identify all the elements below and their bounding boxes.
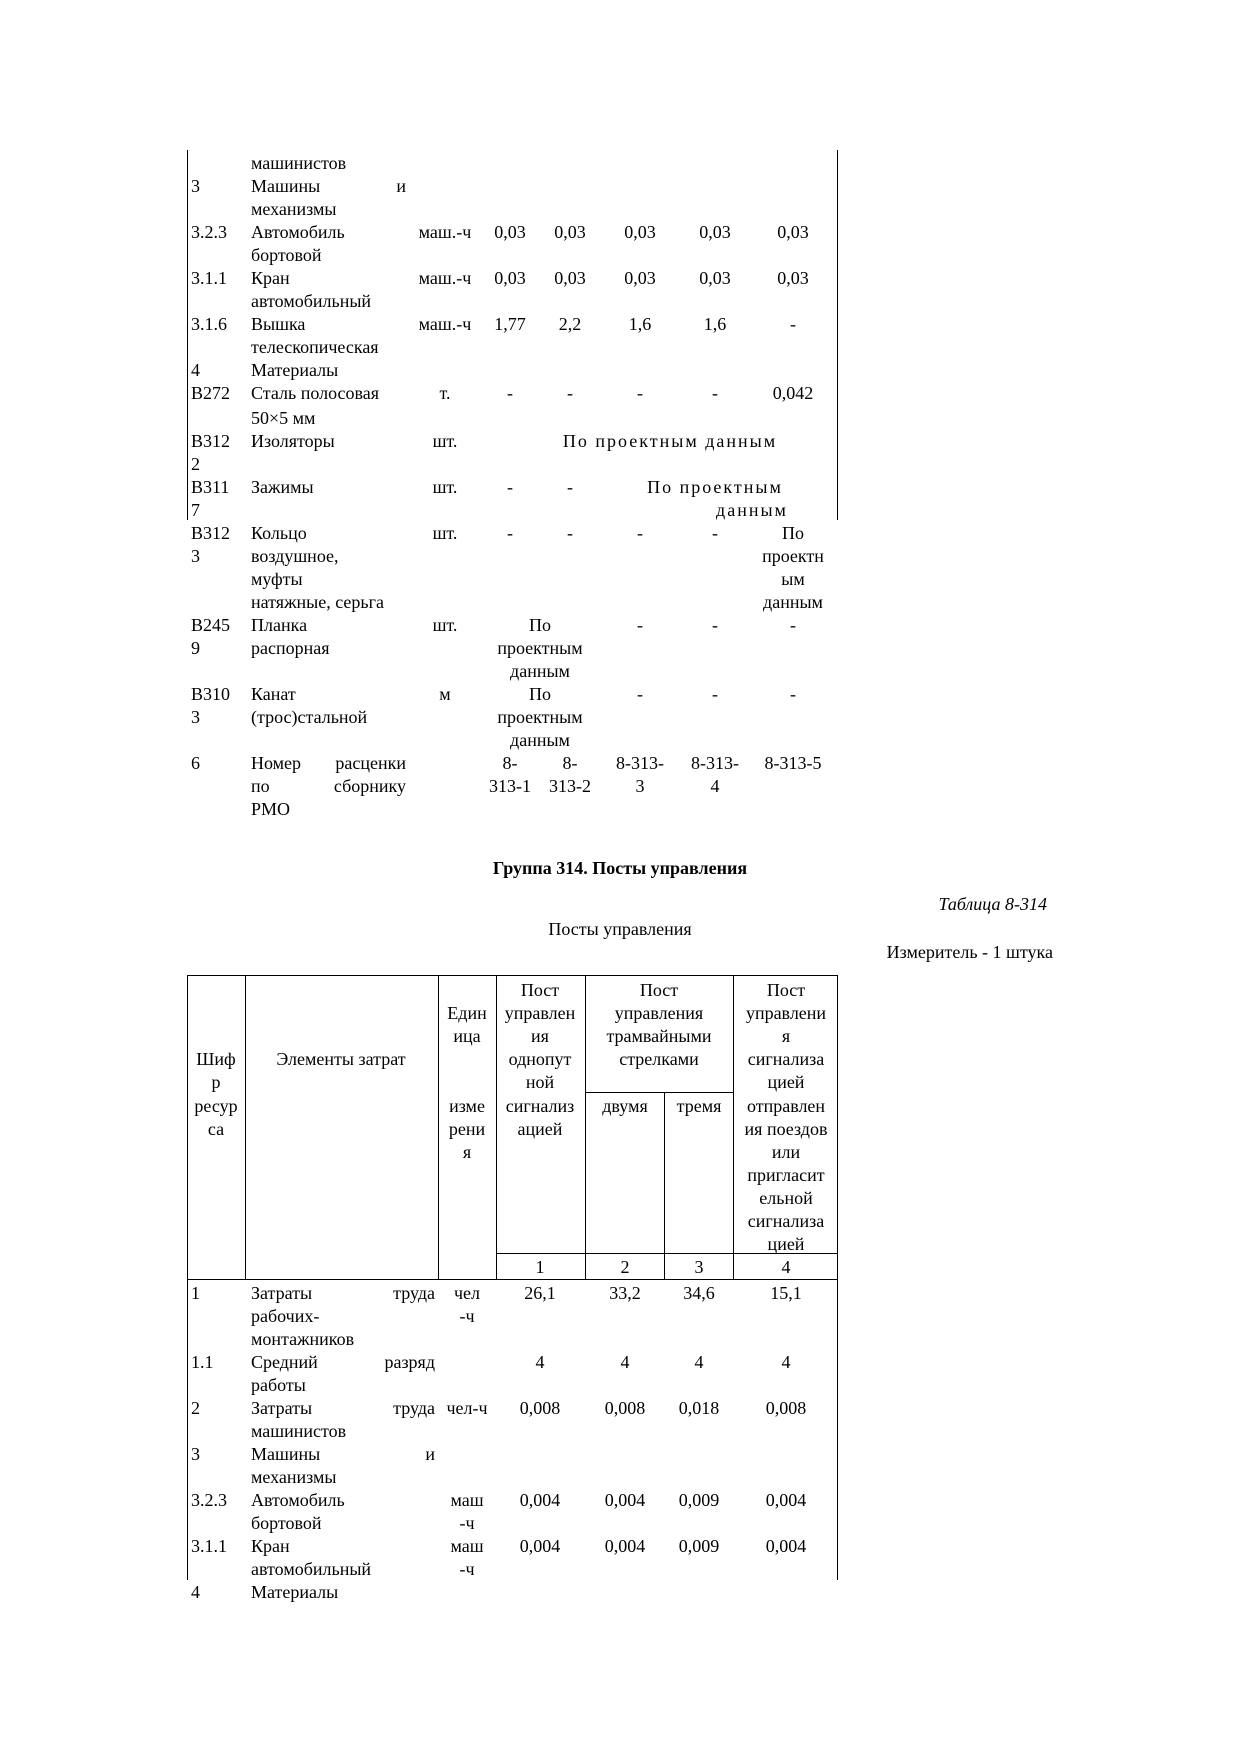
cell-code: 3.2.3 — [191, 1490, 227, 1510]
cell-value: 0,03 — [494, 268, 526, 288]
cell-value: 0,018 — [678, 1398, 720, 1418]
cell-value: 0,008 — [519, 1398, 561, 1418]
cell-name: Изоляторы — [251, 431, 335, 451]
cell-name: механизмы — [251, 1467, 337, 1487]
cell-value: - — [637, 684, 643, 704]
cell-code: 3.1.1 — [191, 1536, 227, 1556]
cell-value: 1,77 — [494, 314, 526, 334]
cell-value: 0,009 — [678, 1490, 720, 1510]
header-col-1: ацией — [517, 1119, 563, 1139]
cell-name: Вышка — [251, 314, 306, 334]
header-col-4: цией — [767, 1234, 805, 1254]
cell-unit: шт. — [432, 477, 458, 497]
table-2-left-border — [187, 975, 188, 1580]
header-col-3: тремя — [676, 1096, 722, 1116]
cell-name: Затраты труда — [251, 1398, 435, 1418]
cell-name: Автомобиль — [251, 222, 345, 242]
cell-value: 3 — [635, 776, 645, 796]
cell-value: 0,004 — [604, 1490, 646, 1510]
cell-value: 4 — [535, 1352, 545, 1372]
cell-value: ым — [781, 569, 805, 589]
cell-merged: По проектным данным — [562, 431, 778, 451]
table-2-subheader-line — [585, 1092, 734, 1093]
cell-value: 0,03 — [554, 222, 586, 242]
cell-code: 3 — [191, 707, 200, 727]
cell-value: 4 — [694, 1352, 704, 1372]
cell-code: В311 — [191, 477, 230, 497]
cell-value: 0,009 — [678, 1536, 720, 1556]
table-2-right-border — [837, 975, 838, 1580]
cell-name: натяжные, серьга — [251, 592, 384, 612]
cell-unit: чел — [453, 1283, 481, 1303]
header-col-group: Пост — [639, 980, 679, 1000]
table-2-header-bottom — [187, 1279, 838, 1280]
cell-code: 3.1.1 — [191, 268, 227, 288]
cell-value: 0,03 — [777, 268, 809, 288]
cell-value: - — [790, 314, 796, 334]
cell-value: По — [529, 615, 551, 635]
cell-name: по сборнику — [251, 776, 406, 796]
cell-merged: данным — [716, 500, 788, 520]
header-col-4: цией — [767, 1072, 805, 1092]
table-1-left-border — [187, 150, 188, 520]
cell-name: Номер расценки — [251, 753, 406, 773]
cell-value: 15,1 — [770, 1283, 802, 1303]
cell-value: 1,6 — [703, 314, 727, 334]
cell-name: автомобильный — [251, 1559, 372, 1579]
header-num: 1 — [535, 1257, 545, 1277]
header-col-group: стрелками — [619, 1049, 699, 1069]
table-2-col-divider — [664, 1092, 665, 1280]
cell-name: (трос)стальной — [251, 707, 368, 727]
cell-merged: По проектным — [647, 477, 783, 497]
table-title: Посты управления — [548, 919, 692, 939]
header-code: Шиф — [196, 1049, 236, 1069]
cell-value: данным — [510, 730, 570, 750]
cell-value: 8-313- — [691, 753, 739, 773]
cell-code: В272 — [191, 383, 231, 403]
header-col-4: сигнализа — [747, 1211, 825, 1231]
cell-name: Зажимы — [251, 477, 314, 497]
header-col-group: трамвайными — [606, 1026, 712, 1046]
header-num: 4 — [781, 1257, 791, 1277]
table-2-col-divider — [585, 975, 586, 1280]
header-num: 3 — [694, 1257, 704, 1277]
header-col-1: управлен — [504, 1003, 576, 1023]
cell-code: 3 — [191, 1444, 200, 1464]
header-col-4: отправлен — [746, 1096, 826, 1116]
cell-code: 3 — [191, 176, 200, 196]
cell-name: Материалы — [251, 1582, 339, 1602]
cell-name: 50×5 мм — [251, 408, 316, 428]
cell-value: 0,004 — [604, 1536, 646, 1556]
header-col-4: сигнализа — [747, 1049, 825, 1069]
unit-meter: Измеритель - 1 штука — [886, 942, 1053, 962]
cell-value: - — [507, 523, 513, 543]
cell-value: 0,042 — [772, 383, 814, 403]
cell-value: По — [782, 523, 804, 543]
cell-value: 8- — [562, 753, 578, 773]
cell-unit: маш.-ч — [418, 222, 472, 242]
table-2-top-border — [187, 975, 838, 976]
cell-code: В312 — [191, 431, 231, 451]
cell-unit: маш — [450, 1490, 484, 1510]
header-col-4: ельной — [759, 1188, 813, 1208]
cell-value: проектным — [497, 707, 583, 727]
header-col-4: ия поездов — [744, 1119, 828, 1139]
cell-value: 2,2 — [558, 314, 582, 334]
cell-code: 3 — [191, 546, 200, 566]
cell-code: 4 — [191, 360, 200, 380]
cell-value: 313-1 — [489, 776, 531, 796]
cell-name: рабочих- — [251, 1306, 320, 1326]
cell-code: В312 — [191, 523, 231, 543]
table-ref: Таблица 8-314 — [938, 894, 1047, 914]
cell-value: 8-313-5 — [764, 753, 822, 773]
cell-code: 1 — [191, 1283, 200, 1303]
cell-value: 0,004 — [765, 1490, 807, 1510]
cell-code: В310 — [191, 684, 231, 704]
cell-value: данным — [763, 592, 823, 612]
table-2-col-divider — [496, 975, 497, 1280]
cell-name: механизмы — [251, 199, 337, 219]
cell-unit: -ч — [459, 1559, 475, 1579]
cell-code: 6 — [191, 753, 200, 773]
header-col-4: пригласит — [747, 1165, 825, 1185]
cell-code: 9 — [191, 638, 200, 658]
header-col-4: я — [781, 1026, 791, 1046]
cell-value: проектн — [762, 546, 824, 566]
cell-value: 4 — [620, 1352, 630, 1372]
cell-name: воздушное, — [251, 546, 339, 566]
cell-unit: -ч — [459, 1306, 475, 1326]
cell-value: 0,004 — [519, 1490, 561, 1510]
cell-value: 4 — [710, 776, 720, 796]
cell-code: В245 — [191, 615, 231, 635]
header-col-4: или — [771, 1142, 801, 1162]
header-col-2: двумя — [602, 1096, 648, 1116]
cell-value: - — [790, 615, 796, 635]
cell-name: работы — [251, 1375, 306, 1395]
cell-name: Планка — [251, 615, 308, 635]
cell-unit: шт. — [432, 523, 458, 543]
header-code: ресур — [194, 1096, 238, 1116]
cell-value: - — [507, 477, 513, 497]
header-code: р — [211, 1072, 221, 1092]
cell-name: машинистов — [251, 1421, 347, 1441]
cell-name: муфты — [251, 569, 303, 589]
cell-value: 4 — [781, 1352, 791, 1372]
header-unit: я — [462, 1142, 472, 1162]
cell-value: 8- — [502, 753, 518, 773]
header-col-group: управления — [614, 1003, 704, 1023]
cell-name: Автомобиль — [251, 1490, 345, 1510]
cell-name: Материалы — [251, 360, 339, 380]
cell-value: 8-313- — [616, 753, 664, 773]
header-col-4: Пост — [766, 980, 806, 1000]
header-col-1: ной — [525, 1072, 555, 1092]
cell-value: - — [790, 684, 796, 704]
cell-value: 34,6 — [683, 1283, 715, 1303]
cell-value: - — [637, 523, 643, 543]
cell-name: Сталь полосовая — [251, 383, 380, 403]
cell-code: 3.2.3 — [191, 222, 227, 242]
group-title: Группа 314. Посты управления — [492, 858, 748, 878]
cell-value: - — [712, 383, 718, 403]
cell-code: 4 — [191, 1582, 200, 1602]
header-col-1: ия — [531, 1026, 549, 1046]
cell-value: - — [507, 383, 513, 403]
cell-unit: т. — [439, 383, 451, 403]
cell-value: - — [637, 615, 643, 635]
cell-name: Кран — [251, 1536, 290, 1556]
cell-name: автомобильный — [251, 291, 372, 311]
cell-value: проектным — [497, 638, 583, 658]
cell-unit: маш — [450, 1536, 484, 1556]
cell-value: 1,6 — [628, 314, 652, 334]
cell-value: - — [712, 684, 718, 704]
cell-name: бортовой — [251, 1513, 322, 1533]
cell-name: телескопическая — [251, 337, 379, 357]
cell-unit: шт. — [432, 431, 458, 451]
cell-value: По — [529, 684, 551, 704]
cell-value: 0,008 — [604, 1398, 646, 1418]
header-unit: ица — [453, 1026, 481, 1046]
header-num: 2 — [620, 1257, 630, 1277]
cell-value: - — [637, 383, 643, 403]
cell-code: 3.1.6 — [191, 314, 227, 334]
cell-value: 0,03 — [624, 268, 656, 288]
cell-code: 2 — [191, 454, 200, 474]
cell-name: Кран — [251, 268, 290, 288]
cell-value: 0,03 — [699, 222, 731, 242]
cell-code: 7 — [191, 500, 200, 520]
cell-name: бортовой — [251, 245, 322, 265]
cell-unit: -ч — [459, 1513, 475, 1533]
header-code: са — [207, 1119, 225, 1139]
cell-name: Кольцо — [251, 523, 307, 543]
cell-unit: маш.-ч — [418, 268, 472, 288]
cell-value: 0,03 — [624, 222, 656, 242]
cell-value: - — [712, 523, 718, 543]
cell-code: 1.1 — [191, 1352, 214, 1372]
table-2-col-divider — [733, 975, 734, 1280]
header-unit: Един — [447, 1003, 487, 1023]
cell-value: 0,004 — [765, 1536, 807, 1556]
cell-name: Канат — [251, 684, 296, 704]
cell-code: 2 — [191, 1398, 200, 1418]
cell-name: РМО — [251, 799, 291, 819]
table-1-right-border — [837, 150, 838, 520]
cell-unit: м — [439, 684, 451, 704]
header-unit: рени — [448, 1119, 486, 1139]
header-elements: Элементы затрат — [276, 1049, 406, 1069]
cell-value: 26,1 — [524, 1283, 556, 1303]
cell-value: - — [712, 615, 718, 635]
cell-name: Машины и — [251, 1444, 435, 1464]
cell-unit: маш.-ч — [418, 314, 472, 334]
header-col-1: Пост — [520, 980, 560, 1000]
cell-value: 0,03 — [699, 268, 731, 288]
cell-unit: шт. — [432, 615, 458, 635]
cell-name: машинистов — [251, 153, 347, 173]
cell-value: - — [567, 477, 573, 497]
cell-name: Средний разряд — [251, 1352, 435, 1372]
cell-value: 0,03 — [494, 222, 526, 242]
header-col-4: управлени — [745, 1003, 827, 1023]
cell-name: распорная — [251, 638, 330, 658]
table-2-col-divider — [245, 975, 246, 1280]
header-col-1: сигнализ — [505, 1096, 575, 1116]
cell-value: 0,03 — [777, 222, 809, 242]
cell-value: данным — [510, 661, 570, 681]
cell-value: - — [567, 523, 573, 543]
cell-value: 0,03 — [554, 268, 586, 288]
cell-value: 0,004 — [519, 1536, 561, 1556]
cell-value: 313-2 — [549, 776, 591, 796]
cell-name: Затраты труда — [251, 1283, 435, 1303]
cell-name: монтажников — [251, 1329, 355, 1349]
table-2-col-divider — [438, 975, 439, 1280]
header-col-1: однопут — [508, 1049, 572, 1069]
cell-name: Машины и — [251, 176, 406, 196]
cell-unit: чел-ч — [446, 1398, 488, 1418]
header-unit: изме — [449, 1096, 485, 1116]
cell-value: 33,2 — [609, 1283, 641, 1303]
cell-value: 0,008 — [765, 1398, 807, 1418]
cell-value: - — [567, 383, 573, 403]
